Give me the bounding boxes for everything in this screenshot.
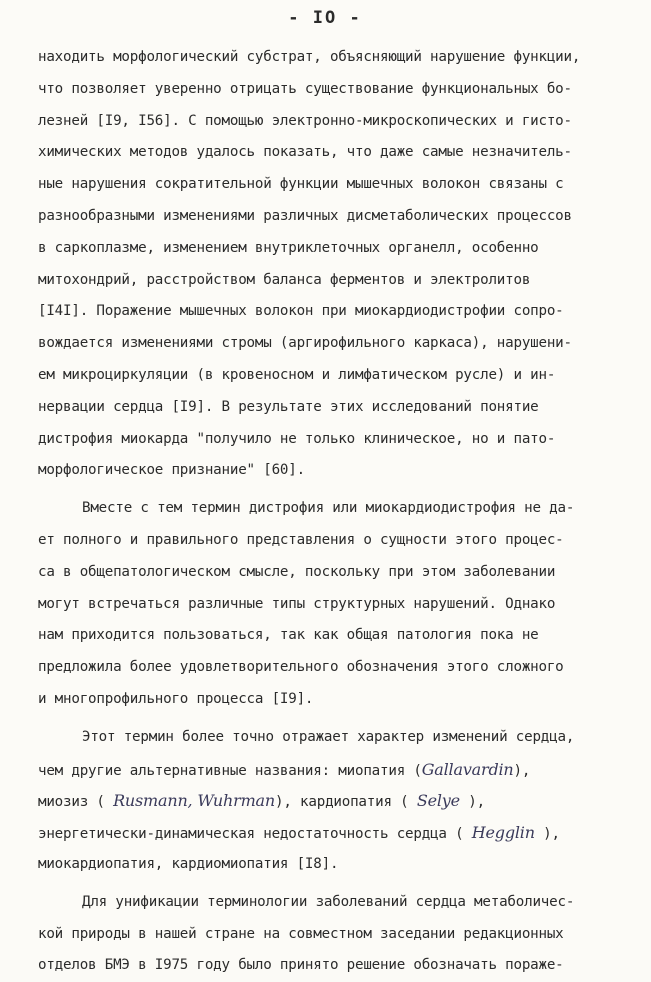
text-line (38, 785, 623, 817)
text-line: [I4I]. Поражение мышечных волокон при миокардиодистрофии сопро- (38, 303, 564, 320)
text-line: дистрофия миокарда "получило не только клиническое, но и пато- (38, 430, 556, 447)
text-line: отделов БМЭ в I975 году было принято решение обозначать пораже- (38, 957, 564, 974)
text-line: и многопрофильного процесса [I9]. (38, 690, 314, 707)
handwritten-name: Selye (416, 791, 460, 811)
text-line: Этот термин более точно отражает характер изменений сердца, (82, 728, 575, 745)
text-line: лезней [I9, I56]. С помощью электронно-микроскопических и гисто- (38, 112, 572, 129)
text-segment: миозиз ( (38, 794, 114, 811)
text-line: ные нарушения сократительной функции мышечных волокон связаны с (38, 176, 564, 193)
text-line: находить морфологический субстрат, объясняющий нарушение функции, (38, 49, 581, 65)
text-segment: ), (459, 794, 485, 811)
text-segment: ), кардиопатия ( (275, 794, 417, 811)
paragraph-2 (38, 493, 623, 716)
text-segment: ), (513, 762, 531, 779)
handwritten-name: Rusmann, Wuhrman (113, 791, 276, 811)
text-line: что позволяет уверенно отрицать существование функциональных бо- (38, 80, 572, 97)
text-line: могут встречаться различные типы структурных нарушений. Однако (38, 595, 556, 612)
text-line: химических методов удалось показать, что даже самые незначитель- (38, 144, 572, 161)
paragraph-3 (38, 722, 623, 881)
text-line: са в общепатологическом смысле, поскольку при этом заболевании (38, 563, 556, 580)
text-line: ем микроциркуляции (в кровеносном и лимфатическом русле) и ин- (38, 366, 556, 383)
text-line: ет полного и правильного представления о сущности этого процес- (38, 531, 564, 548)
page-number: - IO - (288, 8, 362, 28)
handwritten-name: Hegglin (471, 823, 535, 843)
text-segment: энергетически-динамическая недостаточность сердца ( (38, 826, 472, 843)
paragraph-4 (38, 887, 623, 982)
text-line: миокардиопатия, кардиомиопатия [I8]. (38, 855, 339, 872)
text-line: нам приходится пользоваться, так как общая патология пока не (38, 627, 539, 644)
text-line: кой природы в нашей стране на совместном заседании редакционных (38, 925, 564, 942)
text-line (38, 817, 623, 849)
text-segment: ), (534, 826, 560, 843)
text-line: разнообразными изменениями различных дисметаболических процессов (38, 207, 572, 224)
text-line: вождается изменениями стромы (аргирофильного каркаса), нарушени- (38, 335, 572, 352)
body-text (38, 42, 623, 982)
text-line: предложила более удовлетворительного обозначения этого сложного (38, 659, 564, 676)
text-line: Вместе с тем термин дистрофия или миокардиодистрофия не да- (82, 500, 575, 517)
text-segment: чем другие альтернативные названия: миопатия ( (38, 762, 422, 779)
text-line: нервации сердца [I9]. В результате этих исследований понятие (38, 398, 539, 415)
handwritten-name: Gallavardin (421, 759, 514, 779)
text-line (38, 754, 623, 786)
text-line: в саркоплазме, изменением внутриклеточных органелл, особенно (38, 239, 539, 256)
text-line: митохондрий, расстройством баланса ферментов и электролитов (38, 271, 531, 288)
paragraph-1 (38, 42, 623, 487)
text-line: Для унификации терминологии заболеваний сердца метаболичес- (82, 893, 575, 910)
text-line: морфологическое признание" [60]. (38, 462, 305, 479)
